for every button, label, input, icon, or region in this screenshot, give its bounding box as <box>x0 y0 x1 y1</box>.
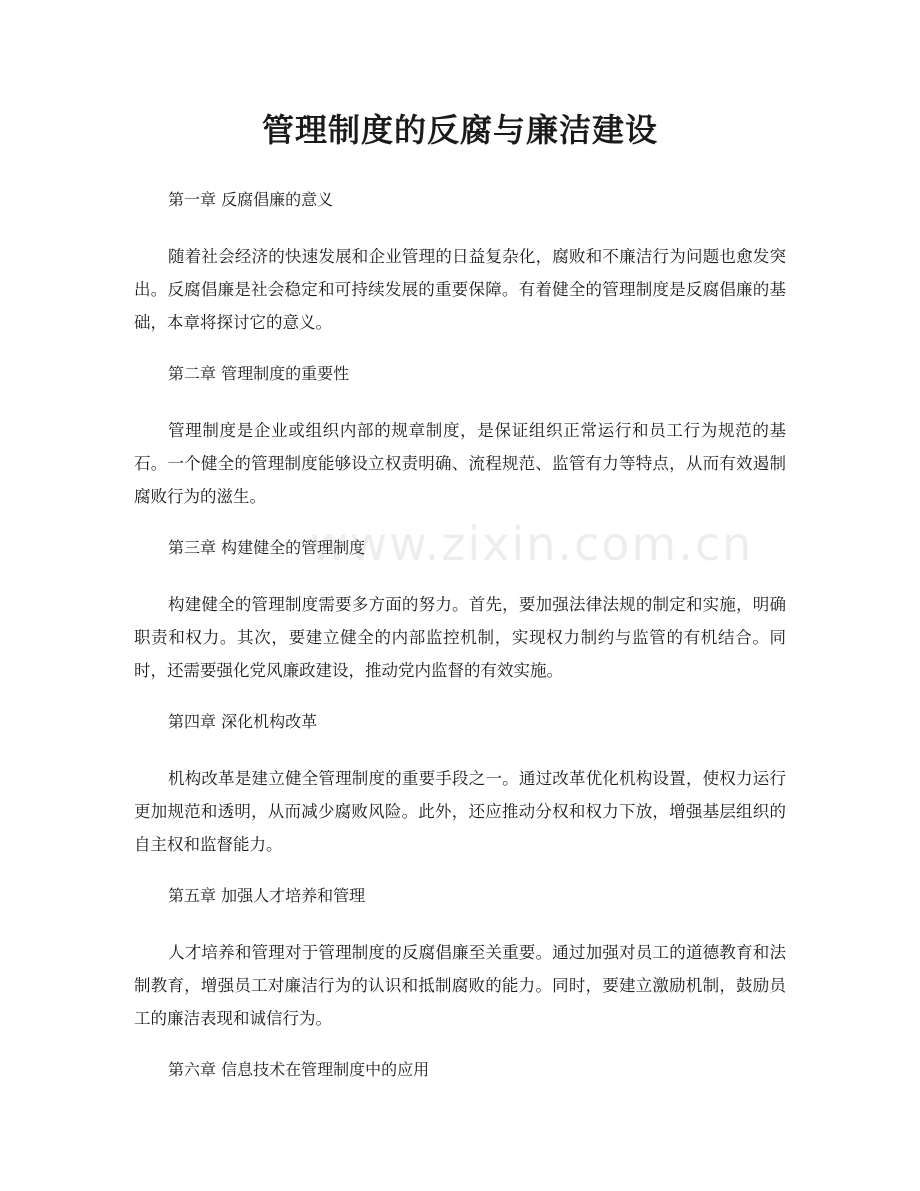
chapter-4-paragraph: 机构改革是建立健全管理制度的重要手段之一。通过改革优化机构设置，使权力运行更加规范和透明，从而减少腐败风险。此外，还应推动分权和权力下放，增强基层组织的自主权和监督能力。 <box>134 769 786 854</box>
watermark: www.zixin.com.cn <box>310 517 754 571</box>
chapter-1-paragraph: 随着社会经济的快速发展和企业管理的日益复杂化，腐败和不廉洁行为问题也愈发突出。反腐倡廉是社会稳定和可持续发展的重要保障。有着健全的管理制度是反腐倡廉的基础，本章将探讨它的意义。 <box>134 247 786 332</box>
chapter-3-heading: 第三章 构建健全的管理制度 <box>168 538 366 557</box>
chapter-2-heading: 第二章 管理制度的重要性 <box>168 364 350 383</box>
chapter-2-paragraph: 管理制度是企业或组织内部的规章制度，是保证组织正常运行和员工行为规范的基石。一个健全的管理制度能够设立权责明确、流程规范、监管有力等特点，从而有效遏制腐败行为的滋生。 <box>134 421 786 506</box>
document-body <box>134 186 786 1110</box>
chapter-3-paragraph: 构建健全的管理制度需要多方面的努力。首先，要加强法律法规的制定和实施，明确职责和权力。其次，要建立健全的内部监控机制，实现权力制约与监管的有机结合。同时，还需要强化党风廉政建设，推动党内监督的有效实施。 <box>134 595 786 680</box>
page-title: 管理制度的反腐与廉洁建设 <box>261 111 658 149</box>
chapter-6-heading: 第六章 信息技术在管理制度中的应用 <box>168 1060 430 1079</box>
chapter-1-heading: 第一章 反腐倡廉的意义 <box>168 190 334 209</box>
chapter-5-heading: 第五章 加强人才培养和管理 <box>168 886 366 905</box>
chapter-5-paragraph: 人才培养和管理对于管理制度的反腐倡廉至关重要。通过加强对员工的道德教育和法制教育，增强员工对廉洁行为的认识和抵制腐败的能力。同时，要建立激励机制，鼓励员工的廉洁表现和诚信行为。 <box>134 943 786 1028</box>
chapter-4-heading: 第四章 深化机构改革 <box>168 712 318 731</box>
